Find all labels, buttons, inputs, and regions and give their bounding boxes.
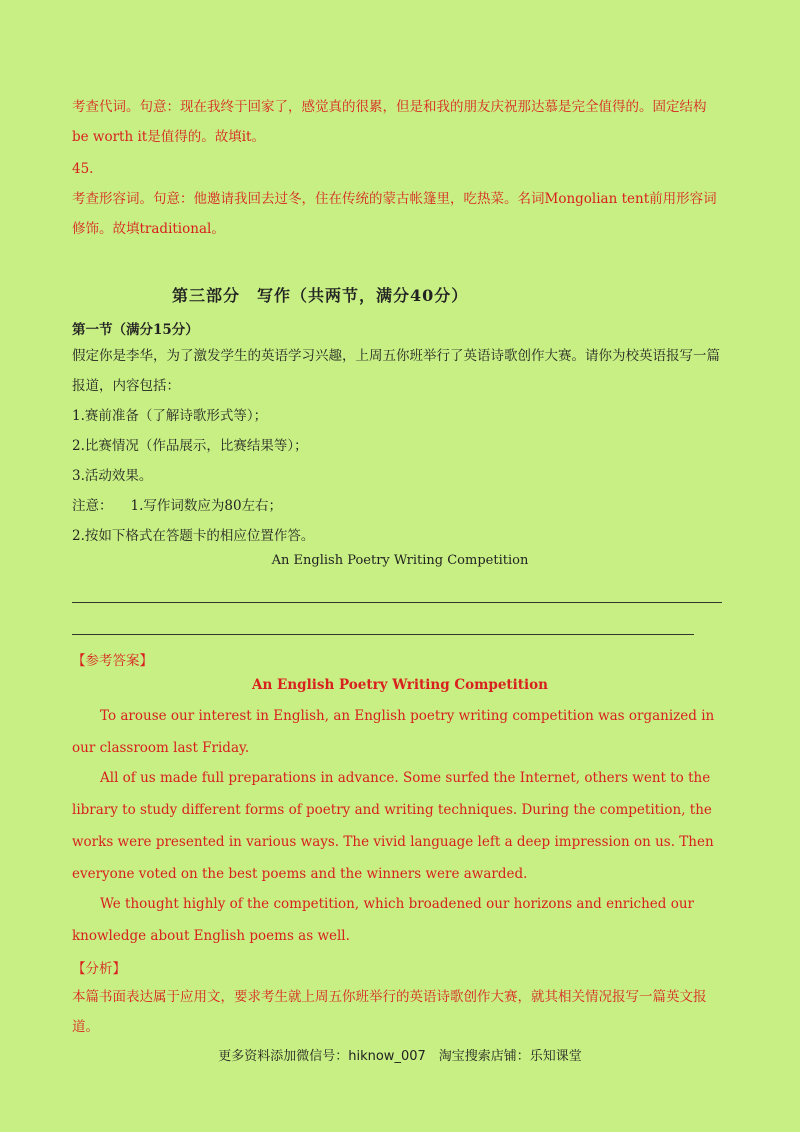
explanation-q44: 考查代词。句意：现在我终于回家了，感觉真的很累，但是和我的朋友庆祝那达慕是完全值得的。固定结构be worth it是值得的。故填it。	[72, 99, 707, 145]
subsection-title: 第一节（满分15分）	[72, 322, 199, 338]
essay-paragraph-2: All of us made full preparations in advance. Some surfed the Internet, others went to the library to study different forms of poetry and writing techniques. During the competition, the works were presented in various ways. The vivid language left a deep impression on us. Then everyone voted on the best poems and the winners were awarded.	[72, 770, 714, 882]
note-item-2: 2.按如下格式在答题卡的相应位置作答。	[72, 528, 315, 544]
answer-line	[72, 634, 694, 635]
explanation-q45: 考查形容词。句意：他邀请我回去过冬，住在传统的蒙古帐篷里，吃热菜。名词Mongolian tent前用形容词修饰。故填traditional。	[72, 191, 717, 237]
note-line	[72, 491, 282, 521]
essay-paragraph-1: To arouse our interest in English, an English poetry writing competition was organized in our classroom last Friday.	[72, 708, 715, 756]
essay-paragraph-3: We thought highly of the competition, which broadened our horizons and enriched our knowledge about English poems as well.	[72, 896, 694, 944]
template-title: An English Poetry Writing Competition	[271, 553, 529, 568]
writing-prompt: 假定你是李华，为了激发学生的英语学习兴趣，上周五你班举行了英语诗歌创作大赛。请你为校英语报写一篇报道，内容包括：	[72, 348, 720, 394]
reference-answer-tag: 【参考答案】	[72, 653, 153, 669]
analysis-text: 本篇书面表达属于应用文，要求考生就上周五你班举行的英语诗歌创作大赛，就其相关情况报写一篇英文报道。	[72, 989, 707, 1035]
content-requirements	[72, 401, 722, 491]
page-footer: 更多资料添加微信号：hiknow_007 淘宝搜索店铺：乐知课堂	[218, 1049, 582, 1064]
section-title: 第三部分 写作（共两节，满分40分）	[172, 286, 469, 305]
answer-line	[72, 602, 722, 603]
requirement-item: 1.赛前准备（了解诗歌形式等）；	[72, 408, 268, 424]
note-label: 注意：	[72, 498, 113, 514]
analysis-tag: 【分析】	[72, 961, 126, 977]
essay-title: An English Poetry Writing Competition	[252, 677, 548, 693]
requirement-item: 3.活动效果。	[72, 468, 153, 484]
note-item-1: 1.写作词数应为80左右；	[130, 498, 283, 514]
requirement-item: 2.比赛情况（作品展示，比赛结果等）；	[72, 438, 308, 454]
question-number-45: 45.	[72, 161, 94, 177]
